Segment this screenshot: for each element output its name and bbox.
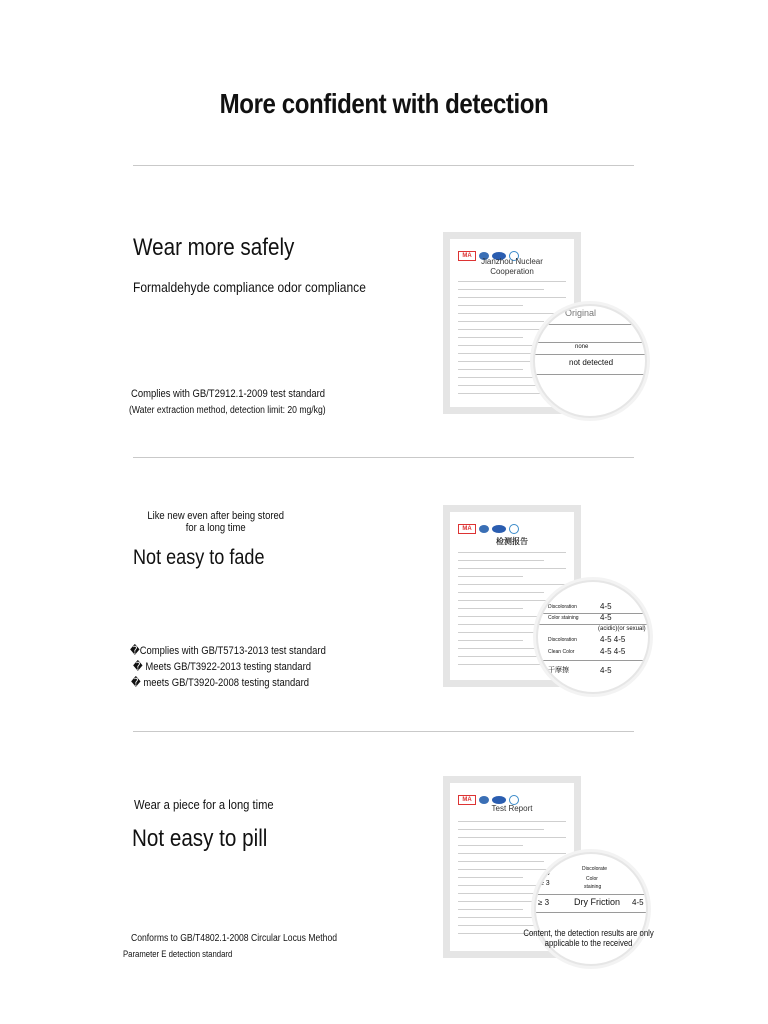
magnifier: Original none not detected: [533, 304, 647, 418]
section2-tagline: Like new even after being stored for a long time: [147, 510, 285, 534]
section2-standard-1: �Complies with GB/T5713-2013 test standard: [130, 645, 326, 657]
section3-standard-note: Parameter E detection standard: [123, 949, 233, 959]
doc-title: Test Report: [491, 804, 533, 813]
section3-heading: Not easy to pill: [132, 825, 268, 852]
section2-heading: Not easy to fade: [133, 546, 265, 569]
section1-heading: Wear more safely: [133, 234, 295, 261]
page-title: More confident with detection: [219, 88, 549, 119]
doc-title: 检测报告: [496, 537, 528, 546]
certification-logos: MA: [458, 247, 538, 257]
divider: [133, 165, 634, 166]
section1-standard: Complies with GB/T2912.1-2009 test standard: [131, 388, 326, 400]
section3-tagline: Wear a piece for a long time: [134, 797, 274, 812]
certification-logos: MA: [458, 791, 538, 801]
doc-subtitle: Cooperation: [490, 267, 534, 276]
certification-logos: MA: [458, 520, 538, 530]
section3-standard: Conforms to GB/T4802.1-2008 Circular Locus Method: [131, 933, 338, 944]
section2-standard-3: � meets GB/T3920-2008 testing standard: [131, 677, 309, 689]
divider: [133, 731, 634, 732]
section1-standard-note: (Water extraction method, detection limit: 20 mg/kg): [129, 405, 326, 416]
section1-subheading: Formaldehyde compliance odor compliance: [133, 279, 366, 295]
magnifier: ≥ 3 ≥ 3 ≥ 3 Discolorate Color staining ≥ 3 Dry Friction 4-5: [534, 852, 648, 966]
divider: [133, 457, 634, 458]
disclaimer-note: Content, the detection results are only applicable to the received: [523, 928, 654, 948]
magnifier: Discoloration 4-5 Color staining 4-5 (acidic)(or sexual) Discoloration 4-5 4-5 Clean Color 4-5 4-5 干摩擦 4-5: [536, 580, 650, 694]
section2-standard-2: � Meets GB/T3922-2013 testing standard: [133, 661, 311, 673]
doc-title: Jianzhou Nuclear: [481, 257, 543, 266]
